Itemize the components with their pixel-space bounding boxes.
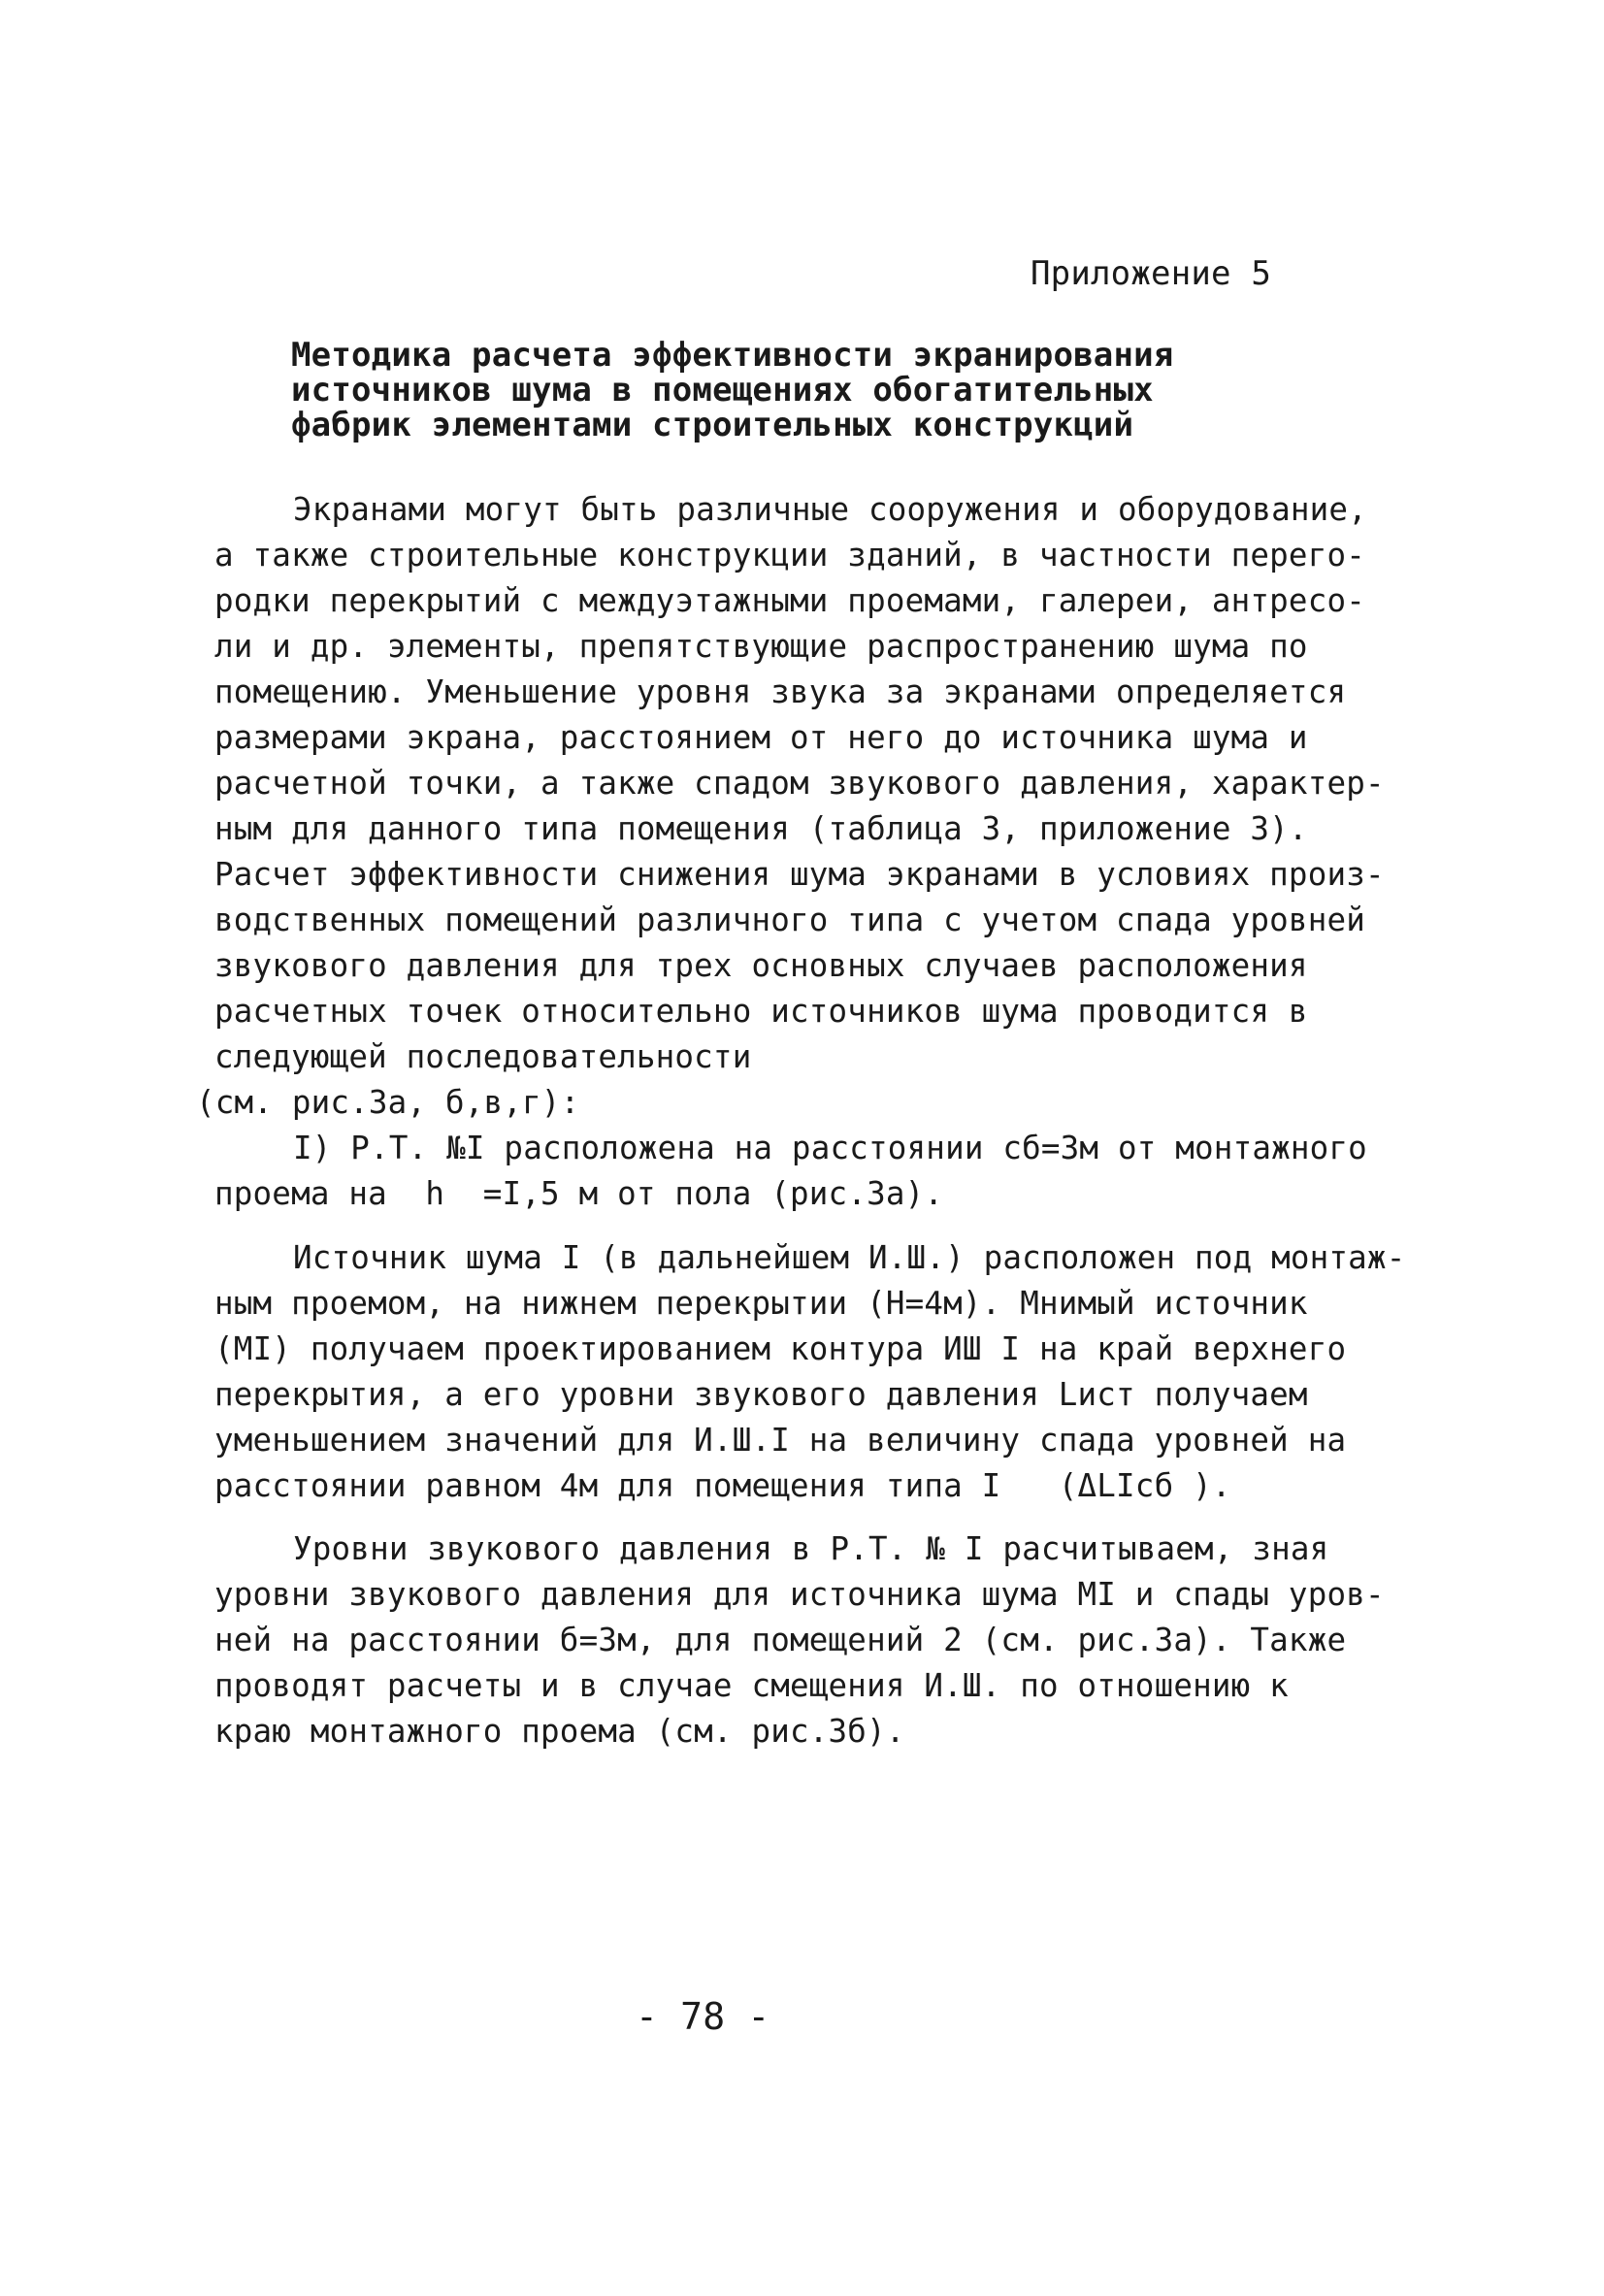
- paragraph3-line: краю монтажного проема (см. рис.3б).: [214, 1713, 905, 1750]
- paragraph1-line: водственных помещений различного типа с учетом спада уровней: [214, 902, 1365, 938]
- title-line-1: Методика расчета эффективности экранирования: [291, 336, 1174, 375]
- paragraph1-line: расчетной точки, а также спадом звукового давления, характер-: [214, 765, 1385, 802]
- paragraph1-line: (см. рис.3а, б,в,г):: [196, 1084, 580, 1121]
- paragraph1-line: звукового давления для трех основных случаев расположения: [214, 947, 1308, 984]
- paragraph2-line: уменьшением значений для И.Ш.I на величину спада уровней на: [214, 1422, 1347, 1459]
- paragraph1-line: родки перекрытий с междуэтажными проемами, галереи, антресо-: [214, 582, 1365, 619]
- paragraph1-line: следующей последовательности: [214, 1038, 752, 1075]
- paragraph3-line: уровни звукового давления для источника шума МI и спады уров-: [214, 1576, 1385, 1613]
- appendix-label: Приложение 5: [1031, 254, 1272, 293]
- paragraph1-line: расчетных точек относительно источников шума проводится в: [214, 993, 1308, 1030]
- item1-line: I) Р.Т. №I расположена на расстоянии сб=3м от монтажного: [293, 1130, 1367, 1166]
- paragraph3-line: ней на расстоянии б=3м, для помещений 2 (см. рис.3а). Также: [214, 1622, 1347, 1658]
- title-line-3: фабрик элементами строительных конструкций: [291, 406, 1134, 444]
- paragraph2-line: расстоянии равном 4м для помещения типа I (ΔLIсб ).: [214, 1467, 1231, 1504]
- paragraph2-line: Источник шума I (в дальнейшем И.Ш.) расположен под монтаж-: [293, 1239, 1406, 1276]
- paragraph3-line: проводят расчеты и в случае смещения И.Ш. по отношению к: [214, 1667, 1289, 1704]
- paragraph1-line: размерами экрана, расстоянием от него до источника шума и: [214, 719, 1308, 756]
- paragraph1-line: ли и др. элементы, препятствующие распространению шума по: [214, 628, 1308, 665]
- item1-line: проема на h =I,5 м от пола (рис.3а).: [214, 1175, 944, 1212]
- title-line-2: источников шума в помещениях обогатительных: [291, 371, 1154, 410]
- paragraph3-line: Уровни звукового давления в Р.Т. № I расчитываем, зная: [293, 1530, 1329, 1567]
- paragraph2-line: ным проемом, на нижнем перекрытии (Н=4м). Мнимый источник: [214, 1285, 1308, 1322]
- page-number: - 78 -: [636, 1995, 770, 2038]
- paragraph1-line: а также строительные конструкции зданий, в частности перего-: [214, 537, 1365, 574]
- paragraph1-line: ным для данного типа помещения (таблица 3, приложение 3).: [214, 810, 1308, 847]
- paragraph1-line: Экранами могут быть различные сооружения и оборудование,: [293, 491, 1367, 528]
- paragraph2-line: перекрытия, а его уровни звукового давления Lист получаем: [214, 1376, 1308, 1413]
- paragraph1-line: Расчет эффективности снижения шума экранами в условиях произ-: [214, 856, 1385, 893]
- paragraph1-line: помещению. Уменьшение уровня звука за экранами определяется: [214, 673, 1347, 710]
- paragraph2-line: (МI) получаем проектированием контура ИШ I на край верхнего: [214, 1330, 1347, 1367]
